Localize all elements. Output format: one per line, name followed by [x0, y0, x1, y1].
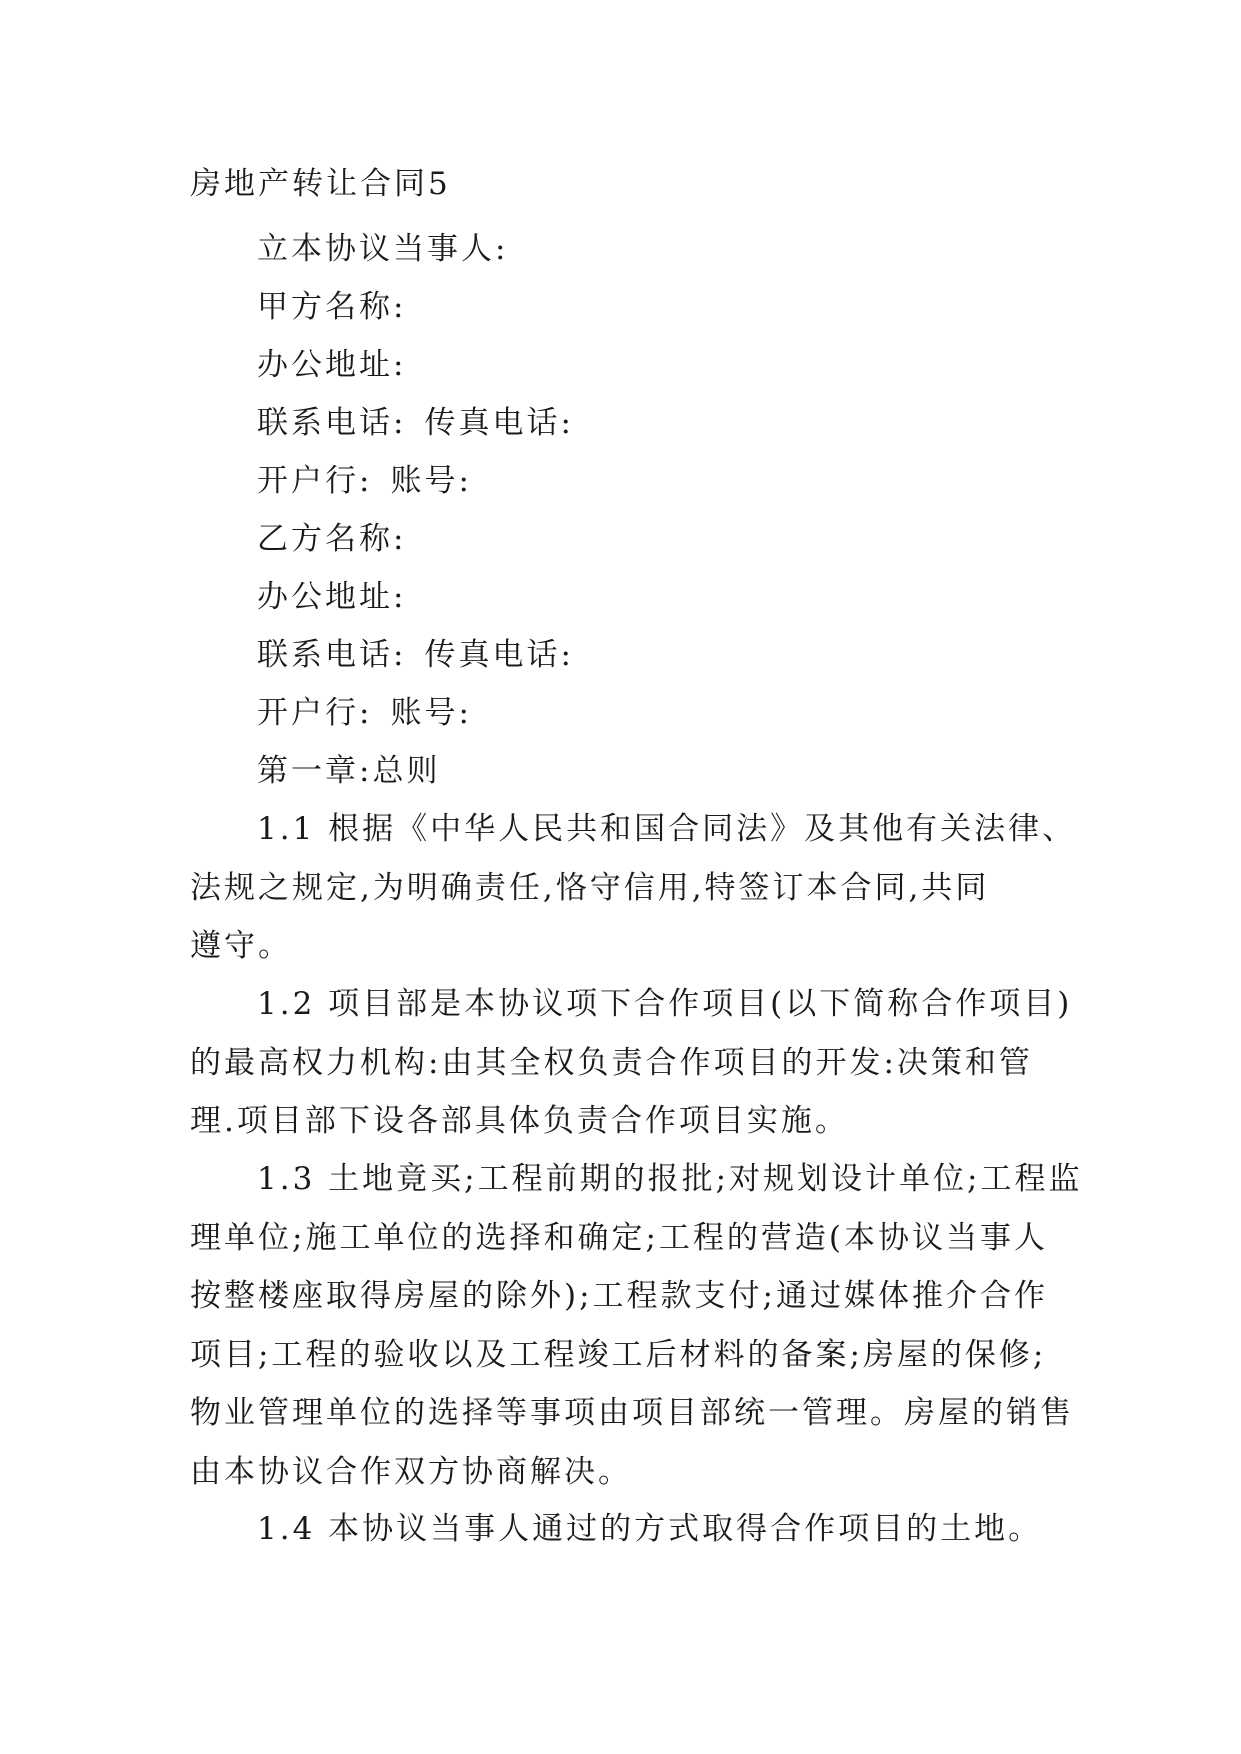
clause-line: 1.2 项目部是本协议项下合作项目(以下简称合作项目) — [257, 986, 1073, 1022]
party-b-address: 办公地址: — [257, 579, 407, 615]
party-a-phone: 联系电话: — [257, 405, 407, 441]
party-a-contact — [190, 394, 1050, 452]
clause-1-2 — [190, 975, 1073, 1151]
party-a-address: 办公地址: — [257, 347, 407, 383]
clause-line: 由本协议合作双方协商解决。 — [190, 1453, 632, 1490]
clause-line: 遵守。 — [190, 928, 292, 964]
clause-line: 项目;工程的验收以及工程竣工后材料的备案;房屋的保修; — [190, 1336, 1047, 1373]
intro-line: 立本协议当事人: — [257, 231, 509, 267]
clause-line: 1.4 本协议当事人通过的方式取得合作项目的土地。 — [257, 1511, 1043, 1547]
party-b-banking — [190, 684, 1050, 742]
clause-line: 法规之规定,为明确责任,恪守信用,特签订本合同,共同 — [190, 869, 990, 906]
clause-line: 1.1 根据《中华人民共和国合同法》及其他有关法律、 — [257, 811, 1077, 847]
clause-line: 物业管理单位的选择等事项由项目部统一管理。房屋的销售 — [190, 1395, 1074, 1431]
clause-1-1 — [190, 800, 1077, 976]
clause-line: 的最高权力机构:由其全权负责合作项目的开发:决策和管 — [190, 1044, 1033, 1081]
clause-1-4 — [190, 1500, 1050, 1559]
party-b-name: 乙方名称: — [257, 521, 407, 557]
party-a-name: 甲方名称: — [257, 289, 407, 325]
clause-line: 1.3 土地竟买;工程前期的报批;对规划设计单位;工程监 — [257, 1161, 1083, 1197]
party-a-banking — [190, 452, 1050, 510]
party-b-fax: 传真电话: — [424, 637, 574, 673]
clause-line: 按整楼座取得房屋的除外);工程款支付;通过媒体推介合作 — [190, 1278, 1048, 1314]
party-a-fax: 传真电话: — [424, 405, 574, 441]
document-title: 房地产转让合同5 — [190, 166, 451, 202]
clause-line: 理单位;施工单位的选择和确定;工程的营造(本协议当事人 — [190, 1219, 1048, 1256]
party-a-account: 账号: — [390, 463, 472, 499]
party-b-account: 账号: — [390, 695, 472, 731]
party-a-bank: 开户行: — [257, 463, 373, 499]
party-b-bank: 开户行: — [257, 695, 373, 731]
clause-1-3 — [190, 1150, 1083, 1501]
party-b-phone: 联系电话: — [257, 637, 407, 673]
contract-header — [190, 220, 1050, 800]
clause-line: 理.项目部下设各部具体负责合作项目实施。 — [190, 1103, 849, 1139]
party-b-contact — [190, 626, 1050, 684]
chapter-heading: 第一章:总则 — [257, 753, 441, 789]
